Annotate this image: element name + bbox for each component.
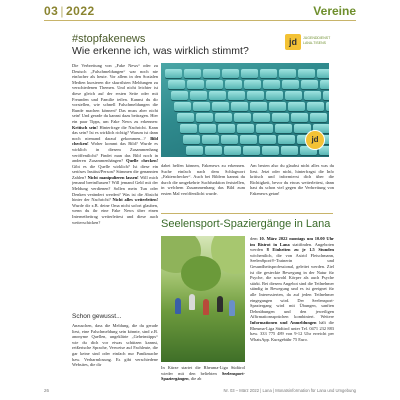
person-figure [189, 294, 195, 310]
keyboard-key [307, 102, 324, 111]
keyboard-key [206, 80, 223, 89]
person-figure [175, 298, 181, 314]
keyboard-key [224, 146, 241, 155]
keyboard-key [241, 69, 258, 78]
keyboard-key [317, 69, 329, 78]
column-1-text-run: Wurde dir z.B. deine Oma nicht sofort glauben, wenn du ihr eine Fake News über einen Internetbeitrag weiterleitest und diese auch weiterschicken? [72, 202, 158, 225]
keyboard-key [291, 113, 308, 122]
keyboard-key [298, 69, 315, 78]
keyboard-key [259, 135, 276, 144]
column-4-text: Anzuschen, dass die Meldung, die du gerade liest, eine Falschmeldung sein könnte, sind z.B. anonyme Quellen, ungeklärte „Geheimtipps“ wie du dich vor etwas schützen kannst, reißerische Sprache, Verweise auf Fachleute, die gar keine sind oder einfach nur Panikmache bzw. Verharmlosung. Es gibt verschiedene Websites, die dir [72, 323, 158, 368]
keyboard-key [177, 113, 194, 122]
article-headline: Wie erkenne ich, was wirklich stimmt? [72, 45, 249, 57]
keyboard-key [165, 69, 182, 78]
keyboard-key [186, 146, 203, 155]
keyboard-key [285, 91, 302, 100]
jugenddienst-logo [285, 34, 333, 52]
column-1-bold-run: Kritisch sein! [72, 124, 100, 130]
issue-label [44, 4, 95, 18]
keyboard-key [212, 102, 229, 111]
column-1-text-run: Woher kommt das Bild? Wurde es wirklich in diesem Zusammenhang veröffentlicht? Findet man das Bild noch in anderen Zusammenhängen? [72, 141, 158, 164]
keyboard-key [288, 102, 305, 111]
page-number: 26 [44, 388, 50, 393]
keyboard-photo [161, 63, 329, 157]
keyboard-key [196, 113, 213, 122]
column-2-text: dabei helfen können, Fakenews zu erkennen. Suche einfach nach dem Schlagwort „Faktenchecker“. Auch bei Bildern kannst du durch die umgekehrte Suchfunktion feststellen, in welchem Zusammenhang das Bild zum ersten Mal veröffentlicht wurde. [161, 163, 245, 196]
keyboard-key [240, 135, 257, 144]
keyboard-key [209, 91, 226, 100]
page-header [44, 4, 356, 21]
column-5-bold: Seelensport-Spaziergängen [161, 370, 245, 382]
article-hashtag: #stopfakenews [72, 33, 146, 45]
keyboard-key [237, 124, 254, 133]
person-figure [229, 300, 235, 316]
column-6-text-run: hält die Rheuma-Liga Südtirol unter Tel. 0471 232 883 bzw. 333 775 489 von 9-12 Uhr erreicht per WhatsApp. Kursgebühr 75 Euro. [250, 319, 334, 342]
keyboard-key [266, 91, 283, 100]
keyboard-key [247, 91, 264, 100]
article-column-2 [161, 163, 245, 208]
article-2-title: Seelensport-Spaziergänge in Lana [161, 218, 331, 230]
keyboard-key [168, 80, 185, 89]
keyboard-key [282, 80, 299, 89]
column-6-paragraph [250, 236, 334, 342]
keyboard-key [228, 91, 245, 100]
keyboard-key [326, 102, 329, 111]
column-1-bold-run: Quelle checken! [126, 158, 158, 164]
article-column-3 [250, 163, 334, 208]
keyboard-key [183, 135, 200, 144]
article-column-4 [72, 323, 158, 391]
walking-group-photo [161, 236, 245, 362]
keyboard-key [180, 124, 197, 133]
keyboard-key [190, 91, 207, 100]
column-6-text-run: stattfinden. Angeboten werden [250, 241, 334, 253]
section-divider [161, 213, 333, 214]
keyboard-key [199, 124, 216, 133]
column-6-text-run: Weitere [320, 314, 334, 320]
keyboard-key [275, 124, 292, 133]
article-2-column-2 [250, 236, 334, 389]
keyboard-key [281, 146, 298, 155]
tree-shape [181, 256, 221, 291]
keyboard-key [256, 124, 273, 133]
schon-gewusst-subhead: Schon gewusst... [72, 313, 122, 320]
keyboard-key [203, 69, 220, 78]
keyboard-key [278, 135, 295, 144]
column-6-bold-run: 10. März 2022 montags um 10.00 Uhr im Bistrot in Lana [250, 236, 334, 247]
column-1-text-run: Hinterfrage die Nachricht. Kann das sein? Ist es wirklich richtig? Warum ist dann noch niemand darauf gekommen...? [72, 124, 158, 141]
issue-year: 2022 [65, 4, 95, 18]
keyboard-key [304, 91, 321, 100]
jd-badge: jd [305, 130, 325, 150]
keyboard-key [320, 80, 329, 89]
column-1-bold-run: Nicht alles weiterleiten! [112, 197, 158, 203]
keyboard-key [272, 113, 289, 122]
column-6-bold-run: Informationen und Anmeldungen [250, 319, 320, 325]
column-1-bold-run: Bild checken! [72, 135, 158, 147]
column-6-text-run: dem [250, 236, 260, 241]
keyboard-key [193, 102, 210, 111]
column-5-tail: , die ab [188, 376, 202, 382]
keyboard-key [323, 91, 329, 100]
jd-logo-mark: jd [285, 34, 301, 50]
logo-text: JUGENDDIENST LANA-TISENS [303, 36, 331, 45]
keyboard-key [184, 69, 201, 78]
column-1-paragraph [72, 63, 158, 225]
column-1-text-run: Will mich jemand beeinflussen? Will jemand Geld mit der Meldung verdienen? Sollen mein Tun oder Denken verändert werden? Was ist die Absicht hinter der Nachricht? [72, 174, 158, 203]
keyboard-key [222, 69, 239, 78]
keyboard-key [231, 102, 248, 111]
issue-separator: | [60, 4, 64, 18]
keyboard-key [260, 69, 277, 78]
footer-info: Nr. 03 – März 2022 | Lana | Monatsinformation für Lana und Umgebung [223, 388, 356, 393]
keyboard-key [202, 135, 219, 144]
column-6-text-run: wöchentlich, die von Astrid Fleischmann, SeelenSport®-Trainerin und Gesundheitsprofessional, geleitet werden. Ziel ist die gesteckte Bewegung in der Natur für Psyche, die sowohl Körper als auch Psyche stärkt. Bei diesem Angebot sind die Teilnehmer ständig in Bewegung und es ist geeignet für alle Interessierten, da auf jeden Teilnehmer eingegangen wird. Der Seelensport-Spaziergang wird mit Übungen, sanften Dehnübungen und den jeweiligen Affirmationssprüchen kombiniert. [250, 252, 334, 320]
keyboard-key [253, 113, 270, 122]
keyboard-key [310, 113, 327, 122]
column-1-bold-run: Nicht manipulieren lassen! [87, 174, 141, 180]
keyboard-key [269, 102, 286, 111]
keyboard-key [174, 102, 191, 111]
keyboard-key [301, 80, 318, 89]
keyboard-key [244, 80, 261, 89]
issue-number: 03 [44, 4, 59, 18]
keyboard-key [243, 146, 260, 155]
column-1-text-run: Gibt es die Quelle wirklich? Ist diese ein seriöses Institut/Person? Stimmen die genannten Zahlen? [72, 163, 158, 180]
keyboard-key [215, 113, 232, 122]
column-3-text: Am besten also du glaubst nicht alles was du liest. Jetzt oder nicht, hinterfragst die Info kritisch und informierst dich über die Richtigkeit, bevor du etwas weiterleitest, dann hast du schon viel gegen die Verbreitung von Fakenews getan! [250, 163, 334, 196]
column-5-text [161, 365, 245, 382]
article-column-1 [72, 63, 158, 316]
keyboard-key [262, 146, 279, 155]
keyboard-key [250, 102, 267, 111]
keyboard-key [263, 80, 280, 89]
section-title: Vereine [313, 4, 356, 18]
keyboard-key [279, 69, 296, 78]
keyboard-key [234, 113, 251, 122]
column-6-bold-run: 8 Einheiten zu je 1.5 Stunden [266, 247, 334, 253]
keyboard-key [205, 146, 222, 155]
column-5-lead: In Kürze startet die Rheuma-Liga Südtirol wieder mit den beliebten [161, 365, 245, 376]
person-figure [203, 299, 209, 315]
keyboard-key [187, 80, 204, 89]
column-1-text-run: Die Verbreitung von „Fake News“ oder zu Deutsch „Falschmeldungen“ war noch nie einfacher als heute. Vor allem in den Sozialen Medien kursieren die skurrilsten Meldungen zu verschiedenen Themen. Und nicht leichter ist diese gleich auf der ersten Seite oder mit Freunden und Familie teilen. Kannst du dir vorstellen, wie schnell Falschmeldungen die Runde machen können? Das muss aber nicht sein! Und gerade du kannst dazu beitragen. Hier ein paar Tipps, um Fake News zu erkennen: [72, 63, 158, 124]
page-footer [44, 388, 356, 398]
keyboard-key [225, 80, 242, 89]
keyboard-key [221, 135, 238, 144]
keyboard-key [218, 124, 235, 133]
keyboard-key [171, 91, 188, 100]
person-figure [217, 296, 223, 312]
